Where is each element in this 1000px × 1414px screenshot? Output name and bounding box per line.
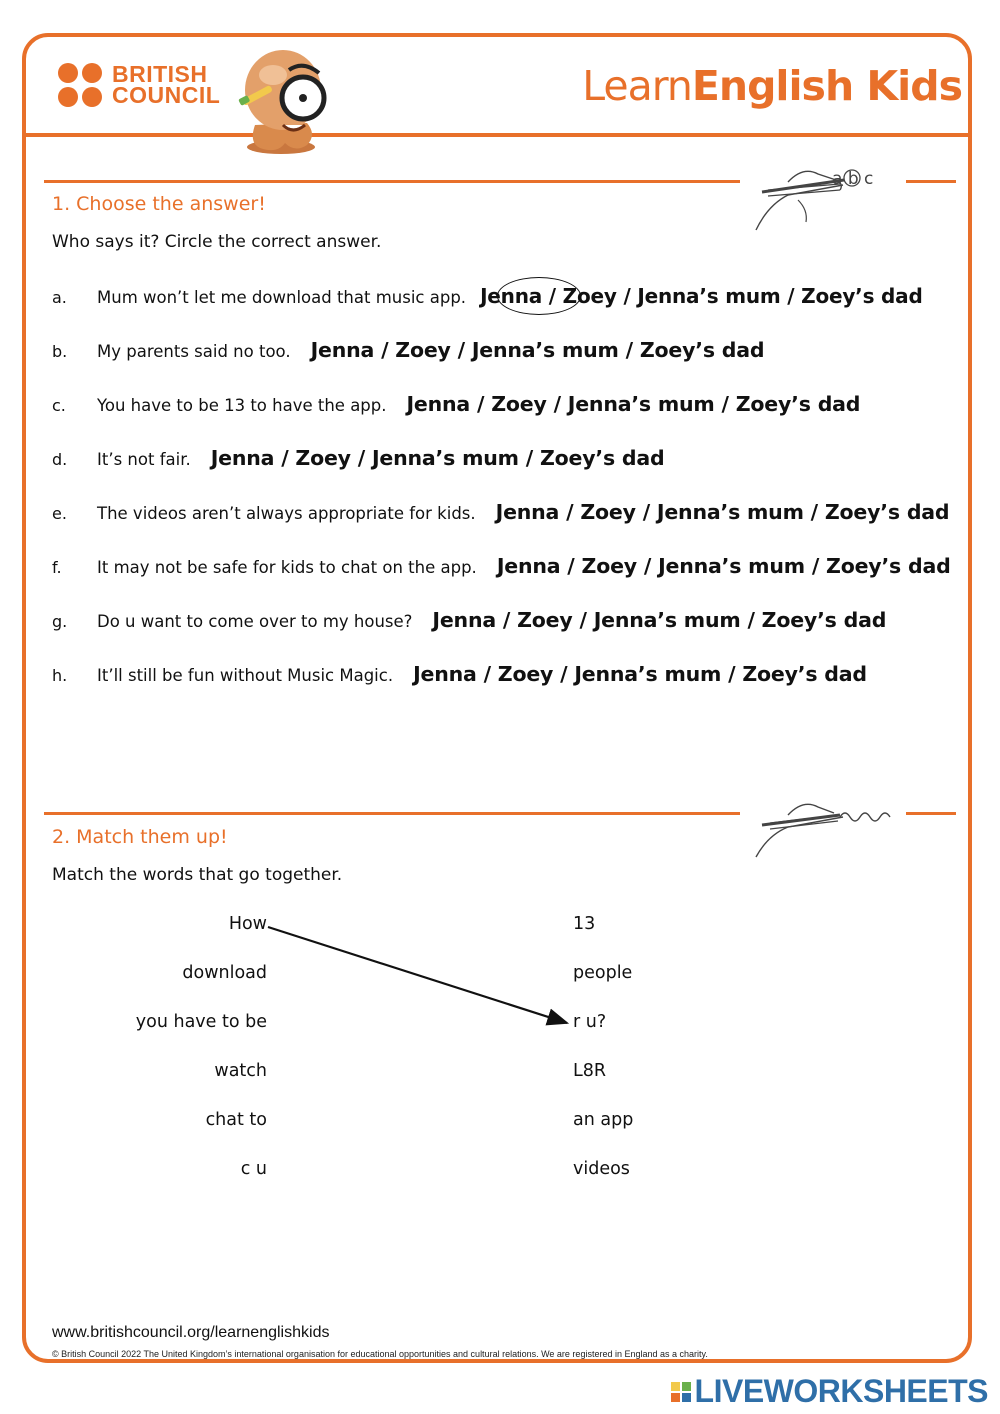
question-letter: h.	[52, 666, 68, 685]
liveworksheets-logo	[671, 1373, 988, 1410]
question-text: Mum won’t let me download that music app.	[97, 288, 467, 307]
section1-instruction: Who says it? Circle the correct answer.	[52, 232, 382, 252]
answer-options[interactable]: Jenna / Zoey / Jenna’s mum / Zoey’s dad	[496, 554, 951, 578]
match-right-word[interactable]: videos	[573, 1159, 630, 1179]
question-letter: a.	[52, 288, 67, 307]
question-text: The videos aren’t always appropriate for kids.	[97, 504, 476, 523]
logo-learn: Learn	[582, 62, 692, 110]
answer-options[interactable]: Jenna / Zoey / Jenna’s mum / Zoey’s dad	[495, 500, 950, 524]
match-left-word[interactable]: c u	[240, 1159, 267, 1179]
match-arrow	[268, 927, 567, 1023]
brand-line-1: BRITISH	[112, 61, 208, 87]
section2-title: 2. Match them up!	[52, 826, 228, 848]
answer-options[interactable]: Jenna / Zoey / Jenna’s mum / Zoey’s dad	[480, 284, 923, 308]
match-right-word[interactable]: r u?	[573, 1012, 607, 1032]
match-right-word[interactable]: an app	[573, 1110, 634, 1130]
question-text: It’s not fair.	[97, 450, 191, 469]
match-left-word[interactable]: watch	[214, 1061, 267, 1081]
question-text: It’ll still be fun without Music Magic.	[97, 666, 394, 685]
answer-options[interactable]: Jenna / Zoey / Jenna’s mum / Zoey’s dad	[406, 392, 861, 416]
question-letter: e.	[52, 504, 67, 523]
match-left-word[interactable]: download	[182, 963, 267, 983]
match-right-word[interactable]: L8R	[573, 1061, 607, 1081]
footer-copyright: © British Council 2022 The United Kingdom’s international organisation for educational opportunities and cultural relations. We are registered in England as a charity.	[52, 1349, 708, 1359]
match-left-word[interactable]: you have to be	[135, 1012, 267, 1032]
footer-url: www.britishcouncil.org/learnenglishkids	[52, 1324, 330, 1341]
brand-line-2: COUNCIL	[112, 82, 221, 108]
question-letter: g.	[52, 612, 68, 631]
liveworksheets-wordmark: LIVEWORKSHEETS	[694, 1373, 988, 1409]
logo-english-kids: English Kids	[691, 62, 962, 110]
section2-instruction: Match the words that go together.	[52, 865, 343, 885]
abc-label: a b c	[832, 169, 874, 189]
section1-title: 1. Choose the answer!	[52, 193, 266, 215]
question-letter: f.	[52, 558, 62, 577]
liveworksheets-grid-icon	[671, 1382, 691, 1402]
question-letter: d.	[52, 450, 68, 469]
question-letter: c.	[52, 396, 66, 415]
question-letter: b.	[52, 342, 68, 361]
match-left-word[interactable]: How	[228, 914, 267, 934]
question-text: My parents said no too.	[97, 342, 291, 361]
answer-options[interactable]: Jenna / Zoey / Jenna’s mum / Zoey’s dad	[310, 338, 765, 362]
match-right-word[interactable]: people	[573, 963, 633, 983]
match-right-word[interactable]: 13	[573, 914, 596, 934]
question-text: You have to be 13 to have the app.	[97, 396, 387, 415]
match-left-word[interactable]: chat to	[205, 1110, 267, 1130]
question-text: It may not be safe for kids to chat on the app.	[97, 558, 477, 577]
answer-options[interactable]: Jenna / Zoey / Jenna’s mum / Zoey’s dad	[413, 662, 867, 686]
answer-options[interactable]: Jenna / Zoey / Jenna’s mum / Zoey’s dad	[432, 608, 887, 632]
question-text: Do u want to come over to my house?	[97, 612, 413, 631]
answer-options[interactable]: Jenna / Zoey / Jenna’s mum / Zoey’s dad	[210, 446, 665, 470]
